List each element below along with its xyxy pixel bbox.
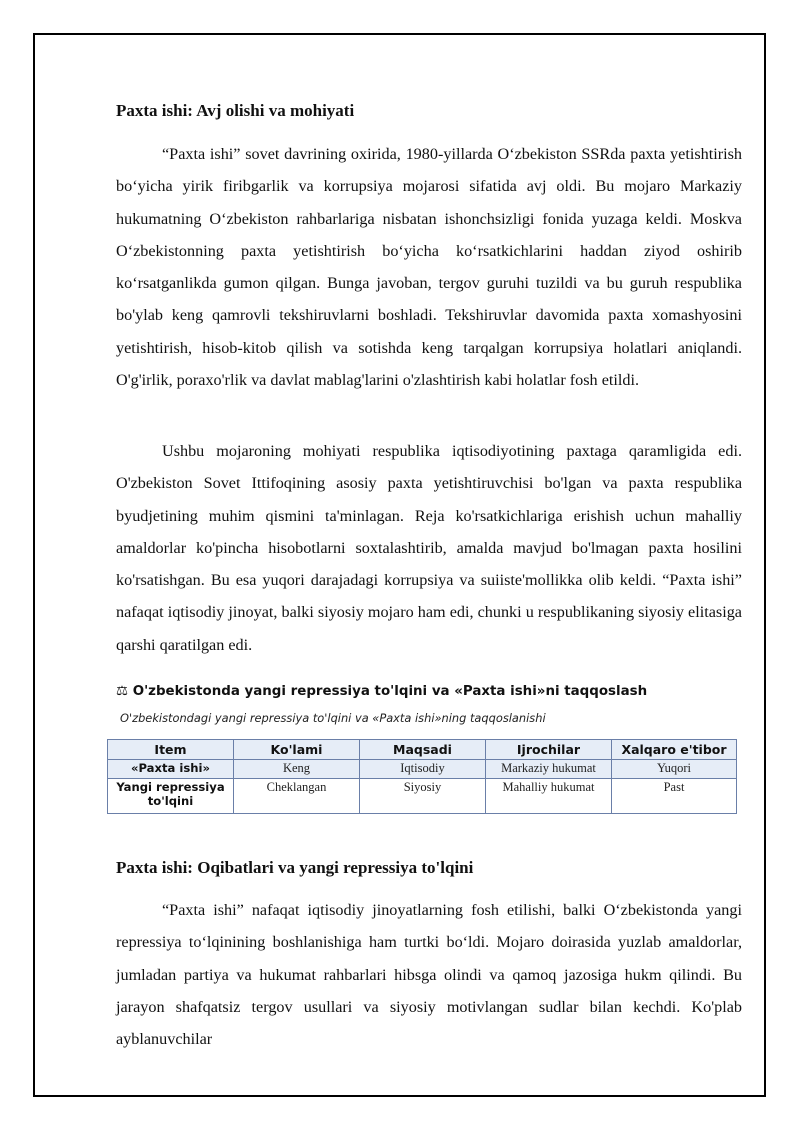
- comparison-table: [107, 739, 737, 814]
- column-header: Item: [108, 740, 234, 760]
- table-caption: [116, 684, 647, 699]
- table-cell: Iqtisodiy: [360, 760, 486, 779]
- table-cell: Cheklangan: [234, 779, 360, 814]
- table-header-row: [108, 740, 737, 760]
- table-cell: Mahalliy hukumat: [486, 779, 612, 814]
- table-cell: Markaziy hukumat: [486, 760, 612, 779]
- paragraph-2: Ushbu mojaroning mohiyati respublika iqtisodiyotining paxtaga qaramligida edi. O'zbekiston Sovet Ittifoqining asosiy paxta yetishtiruvchisi bo'lgan va paxta respublika byudjetining muhim qismini ta'minlagan. Reja ko'rsatkichlariga erishish uchun mahalliy amaldorlar ko'pincha hisobotlarni soxtalashtirib, amalda mavjud bo'lmagan paxta hosilini ko'rsatishgan. Bu esa yuqori darajadagi korrupsiya va suiiste'mollikka olib keldi. “Paxta ishi” nafaqat iqtisodiy jinoyat, balki siyosiy mojaro ham edi, chunki u respublikaning siyosiy elitasiga qarshi qaratilgan edi.: [116, 442, 742, 654]
- table-row-label: Yangi repressiya to'lqini: [108, 779, 234, 814]
- table-row-label: «Paxta ishi»: [108, 760, 234, 779]
- table-cell: Siyosiy: [360, 779, 486, 814]
- column-header: Ijrochilar: [486, 740, 612, 760]
- balance-scale-icon: ⚖: [116, 684, 129, 699]
- table-cell: Yuqori: [612, 760, 737, 779]
- paragraph-1: “Paxta ishi” sovet davrining oxirida, 1980-yillarda O‘zbekiston SSRda paxta yetishtirish bo‘yicha yirik firibgarlik va korrupsiya mojarosi sifatida avj oldi. Bu mojaro Markaziy hukumatning O‘zbekiston rahbarlariga nisbatan ishonchsizligi fonida yuzaga keldi. Moskva O‘zbekistonning paxta yetishtirish bo‘yicha ko‘rsatkichlarini haddan ziyod oshirib ko‘rsatganlikda gumon qilgan. Bunga javoban, tergov guruhi tuzildi va bu guruh respublika bo'ylab keng qamrovli tekshiruvlarni boshladi. Tekshiruvlar davomida paxta xomashyosini yetishtirish, hisob-kitob qilish va sotishda keng tarqalgan korrupsiya holatlari aniqlandi. O'g'irlik, poraxo'rlik va davlat mablag'larini o'zlashtirish kabi holatlar fosh etildi.: [116, 145, 742, 390]
- table-subtitle: O'zbekistondagi yangi repressiya to'lqini va «Paxta ishi»ning taqqoslanishi: [120, 711, 546, 725]
- table-cell: Keng: [234, 760, 360, 779]
- section-heading-1: Paxta ishi: Avj olishi va mohiyati: [116, 101, 355, 120]
- section-heading-2: Paxta ishi: Oqibatlari va yangi repressiya to'lqini: [116, 858, 474, 877]
- table-row: [108, 760, 737, 779]
- column-header: Xalqaro e'tibor: [612, 740, 737, 760]
- table-cell: Past: [612, 779, 737, 814]
- column-header: Ko'lami: [234, 740, 360, 760]
- table-title: O'zbekistonda yangi repressiya to'lqini va «Paxta ishi»ni taqqoslash: [132, 684, 648, 699]
- table-row: [108, 779, 737, 814]
- paragraph-3: “Paxta ishi” nafaqat iqtisodiy jinoyatlarning fosh etilishi, balki O‘zbekistonda yangi repressiya to‘lqinining boshlanishiga ham turtki bo‘ldi. Mojaro doirasida yuzlab amaldorlar, jumladan partiya va hukumat rahbarlari hibsga olindi va qamoq jazosiga hukm qilindi. Bu jarayon shafqatsiz tergov usullari va siyosiy motivlangan sudlar bilan kechdi. Ko'plab ayblanuvchilar: [116, 901, 742, 1049]
- column-header: Maqsadi: [360, 740, 486, 760]
